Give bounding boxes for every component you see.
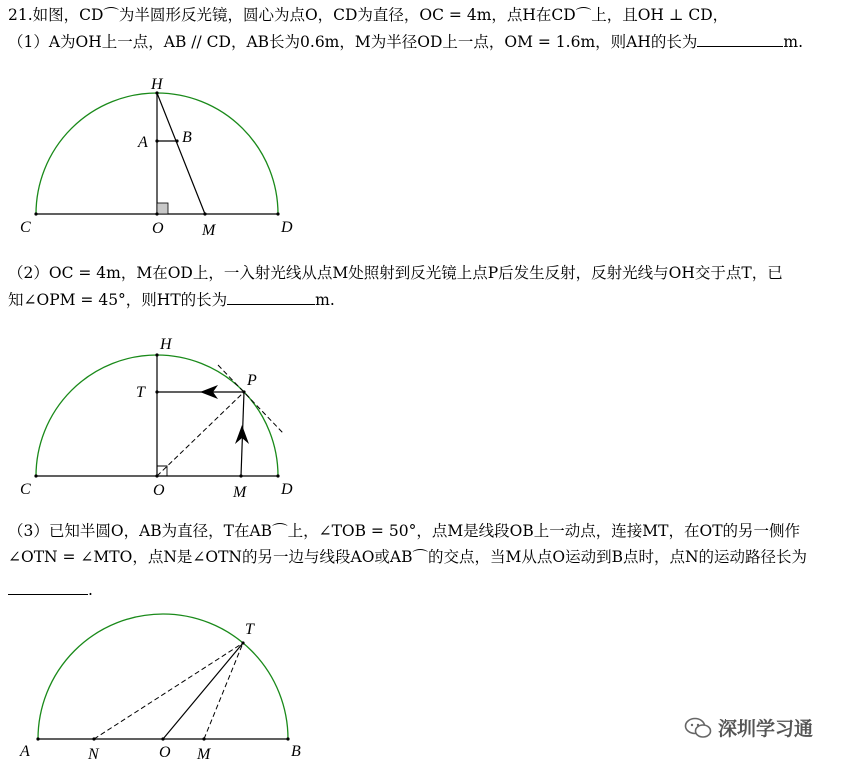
part2-unit: m. — [315, 291, 335, 309]
label-o: O — [159, 744, 171, 761]
watermark-text: 深圳学习通 — [718, 718, 814, 740]
label-n: N — [88, 746, 99, 763]
label-h: H — [160, 336, 172, 353]
label-c: C — [20, 481, 31, 498]
part2-question-line1: （2）OC = 4m，M在OD上，一入射光线从点M处照射到反光镜上点P后发生反射，反射光线与OH交于点T，已 — [8, 264, 783, 282]
part2-text: 知∠OPM = 45°，则HT的长为 — [8, 291, 228, 309]
part1-text: （1）A为OH上一点，AB // CD，AB长为0.6m，M为半径OD上一点，OM = 1.6m，则AH的长为 — [8, 33, 698, 51]
part1-unit: m. — [783, 33, 803, 51]
dashed-mt — [204, 643, 243, 739]
label-t: T — [136, 384, 145, 401]
label-h: H — [151, 76, 163, 93]
label-a: A — [20, 743, 30, 760]
label-d: D — [281, 219, 293, 236]
part3-question-line1: （3）已知半圆O，AB为直径，T在AB⌒上，∠TOB = 50°，点M是线段OB上一动点，连接MT，在OT的另一侧作 — [8, 522, 801, 540]
figure-3 — [19, 614, 301, 763]
part3-end: . — [88, 581, 93, 599]
label-o: O — [153, 482, 165, 499]
segment-ot — [163, 643, 243, 739]
label-m: M — [202, 222, 216, 239]
wechat-icon — [684, 717, 712, 739]
dashed-op — [157, 392, 244, 476]
label-b: B — [182, 129, 192, 146]
watermark — [684, 714, 813, 741]
part3-question-line2: ∠OTN = ∠MTO，点N是∠OTN的另一边与线段AO或AB⌒的交点，当M从点O运动到B点时，点N的运动路径长为 — [8, 548, 808, 566]
label-o: O — [152, 220, 164, 237]
figure-1 — [20, 76, 293, 239]
label-m: M — [233, 484, 247, 501]
figure-2 — [20, 336, 293, 501]
segment-hm — [157, 93, 205, 214]
label-t: T — [245, 621, 254, 638]
label-b: B — [291, 743, 301, 760]
dashed-nt — [94, 643, 243, 739]
label-a: A — [138, 134, 148, 151]
label-p: P — [247, 372, 257, 389]
label-m: M — [197, 746, 211, 763]
label-c: C — [20, 219, 31, 236]
problem-statement: 21.如图，CD⌒为半圆形反光镜，圆心为点O，CD为直径，OC = 4m，点H在CD⌒上，且OH ⊥ CD， — [8, 6, 729, 24]
label-d: D — [281, 481, 293, 498]
right-angle-mark — [157, 203, 168, 214]
